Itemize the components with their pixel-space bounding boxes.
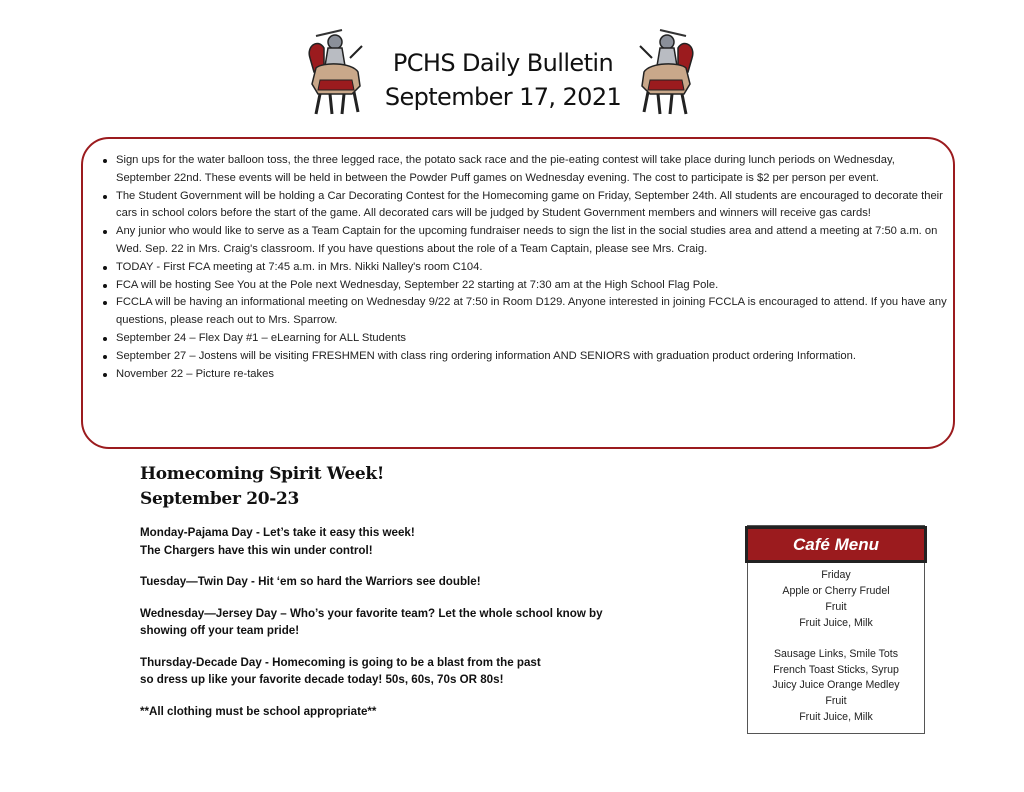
announcement-item: September 27 – Jostens will be visiting FRESHMEN with class ring ordering information AND SENIORS with graduation product ordering Information. xyxy=(100,348,950,366)
spirit-week-schedule xyxy=(140,524,700,734)
menu-item: Sausage Links, Smile Tots xyxy=(773,647,899,660)
announcement-item: FCA will be hosting See You at the Pole next Wednesday, September 22 starting at 7:30 am at the High School Flag Pole. xyxy=(100,277,950,295)
spirit-text-line: Wednesday—Jersey Day – Who’s your favorite team? Let the whole school know by xyxy=(140,606,603,620)
menu-item: Fruit Juice, Milk xyxy=(799,711,873,724)
announcement-item: FCCLA will be having an informational meeting on Wednesday 9/22 at 7:50 in Room D129. Anyone interested in joining FCCLA is encouraged to attend. If you have any questions, please reach out to Mrs. Sparrow. xyxy=(100,294,950,330)
clothing-note xyxy=(140,703,700,721)
announcement-item: TODAY - First FCA meeting at 7:45 a.m. in Mrs. Nikki Nalley's room C104. xyxy=(100,259,950,277)
menu-item: Fruit xyxy=(825,695,847,708)
menu-item: French Toast Sticks, Syrup xyxy=(773,663,899,676)
spirit-text-line: Monday-Pajama Day - Let’s take it easy this week! xyxy=(140,526,415,539)
knight-on-horse-icon xyxy=(634,28,700,116)
title-line-2: September 17, 2021 xyxy=(384,83,622,111)
announcement-item: The Student Government will be holding a Car Decorating Contest for the Homecoming game on Friday, September 24th. All students are encouraged to decorate their cars in school colors before the start of the game. All decorated cars will be judged by Student Government members and winners will receive gas cards! xyxy=(100,188,950,224)
spirit-text-line: showing off your team pride! xyxy=(140,624,300,637)
cafe-menu-items xyxy=(748,568,924,726)
menu-item: Fruit xyxy=(825,600,847,613)
spirit-day-tuesday xyxy=(140,573,700,591)
spirit-day-wednesday xyxy=(140,605,700,640)
spirit-week-title: Homecoming Spirit Week! xyxy=(140,464,384,484)
spirit-text-line: **All clothing must be school appropriate** xyxy=(140,704,377,718)
title-line-1: PCHS Daily Bulletin xyxy=(392,49,614,77)
spirit-week-dates: September 20-23 xyxy=(140,489,300,509)
menu-item: Juicy Juice Orange Medley xyxy=(772,679,900,692)
announcement-item: Sign ups for the water balloon toss, the three legged race, the potato sack race and the pie-eating contest will take place during lunch periods on Wednesday, September 22nd. These events will be held in between the Powder Puff games on Wednesday evening. The cost to participate is $2 per person per event. xyxy=(100,152,950,188)
knight-on-horse-icon xyxy=(302,28,368,116)
spirit-week-heading xyxy=(140,462,384,512)
spirit-day-monday xyxy=(140,524,700,559)
announcements-list xyxy=(100,152,950,383)
spirit-text-line: Tuesday—Twin Day - Hit ‘em so hard the Warriors see double! xyxy=(140,575,481,588)
announcement-item: November 22 – Picture re-takes xyxy=(100,366,950,384)
spirit-text-line: Thursday-Decade Day - Homecoming is going to be a blast from the past xyxy=(140,655,541,669)
spirit-day-thursday xyxy=(140,654,700,689)
announcement-item: September 24 – Flex Day #1 – eLearning for ALL Students xyxy=(100,330,950,348)
menu-item: Friday xyxy=(821,569,851,581)
menu-item: Fruit Juice, Milk xyxy=(799,616,873,629)
menu-spacer xyxy=(748,632,924,647)
page-title xyxy=(378,46,628,114)
announcement-item: Any junior who would like to serve as a Team Captain for the upcoming fundraiser needs to sign the list in the social studies area and attend a meeting at 7:50 a.m. on Wed. Sep. 22 in Mrs. Craig's classroom. If you have questions about the role of a Team Captain, please see Mrs. Craig. xyxy=(100,223,950,259)
cafe-menu-title: Café Menu xyxy=(745,526,927,563)
menu-item: Apple or Cherry Frudel xyxy=(782,584,890,597)
spirit-text-line: The Chargers have this win under control! xyxy=(140,543,373,557)
spirit-text-line: so dress up like your favorite decade today! 50s, 60s, 70s OR 80s! xyxy=(140,673,504,686)
